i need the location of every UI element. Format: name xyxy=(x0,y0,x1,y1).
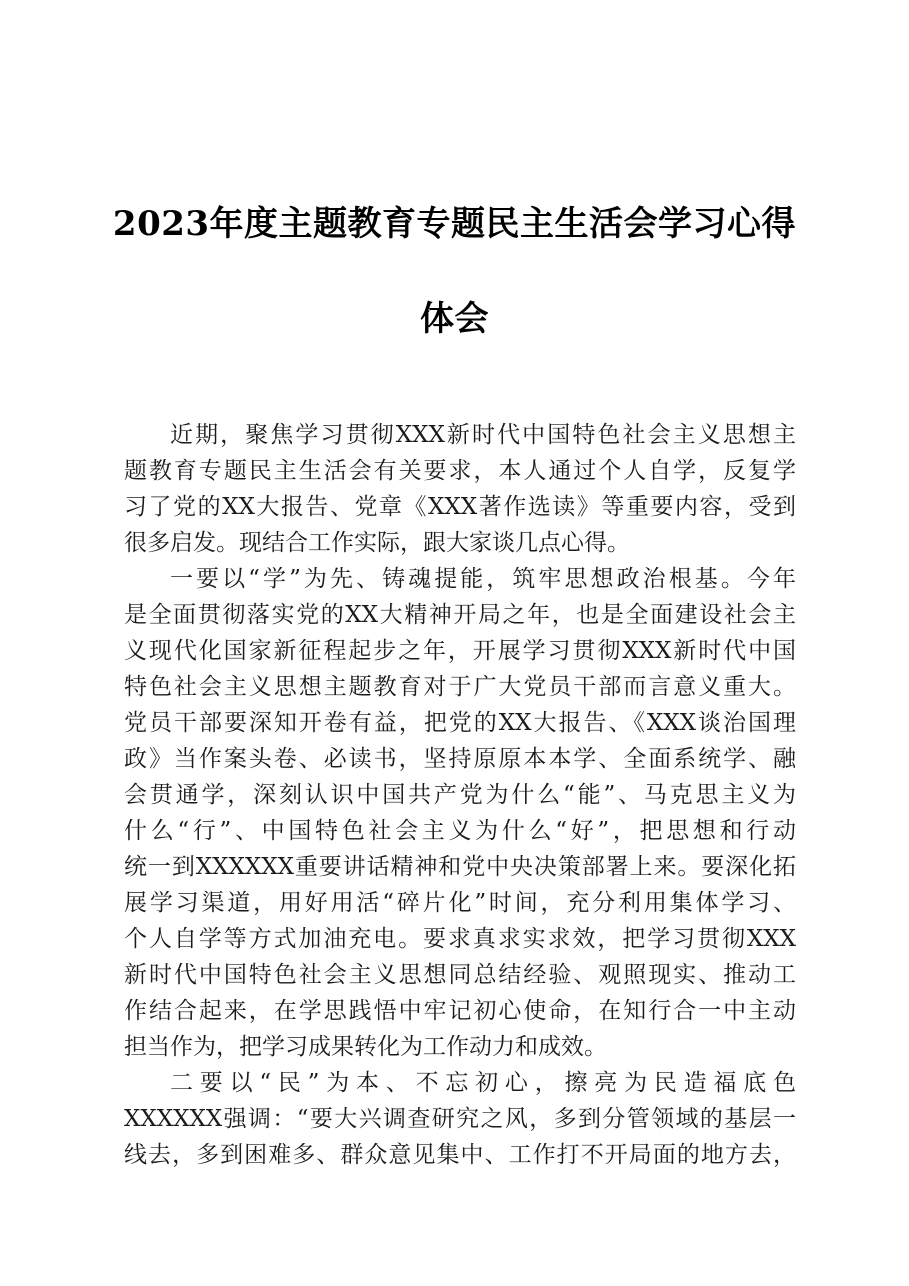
body-text-line: 义现代化国家新征程起步之年，开展学习贯彻XXX新时代中国 xyxy=(124,638,796,664)
body-text-line: 作结合起来，在学思践悟中牢记初心使命，在知行合一中主动 xyxy=(124,998,796,1024)
body-text-line: 特色社会主义思想主题教育对于广大党员干部而言意义重大。 xyxy=(124,674,796,700)
body-text-line: 党员干部要深知开卷有益，把党的XX大报告、《XXX谈治国理 xyxy=(124,710,796,736)
body-text-line: 新时代中国特色社会主义思想同总结经验、观照现实、推动工 xyxy=(124,962,796,988)
body-text-line: 展学习渠道，用好用活“碎片化”时间，充分利用集体学习、 xyxy=(124,890,796,916)
body-text-line: 担当作为，把学习成果转化为工作动力和成效。 xyxy=(124,1034,607,1060)
body-text-line: XXXXXX强调：“要大兴调查研究之风，多到分管领域的基层一 xyxy=(124,1106,796,1132)
body-text-line: 习了党的XX大报告、党章《XXX著作选读》等重要内容，受到 xyxy=(124,494,796,520)
body-text-line: 什么“行”、中国特色社会主义为什么“好”，把思想和行动 xyxy=(124,818,796,844)
body-text-line: 政》当作案头卷、必读书，坚持原原本本学、全面系统学、融 xyxy=(124,746,796,772)
body-text-line: 二要以“民”为本、不忘初心，擦亮为民造福底色 xyxy=(170,1070,796,1096)
body-text-line: 线去，多到困难多、群众意见集中、工作打不开局面的地方去， xyxy=(124,1142,796,1168)
document-body xyxy=(124,417,796,1173)
body-text-line: 个人自学等方式加油充电。要求真求实求效，把学习贯彻XXX xyxy=(124,926,796,952)
body-text-line: 近期，聚焦学习贯彻XXX新时代中国特色社会主义思想主 xyxy=(170,422,796,448)
document-title-line-2: 体会 xyxy=(420,299,489,339)
body-text-line: 统一到XXXXXX重要讲话精神和党中央决策部署上来。要深化拓 xyxy=(124,854,796,880)
body-text-line: 题教育专题民主生活会有关要求，本人通过个人自学，反复学 xyxy=(124,458,796,484)
body-text-line: 会贯通学，深刻认识中国共产党为什么“能”、马克思主义为 xyxy=(124,782,796,808)
body-text-line: 很多启发。现结合工作实际，跟大家谈几点心得。 xyxy=(124,530,630,556)
document-title-line-1: 2023年度主题教育专题民主生活会学习心得 xyxy=(112,204,797,244)
body-text-line: 是全面贯彻落实党的XX大精神开局之年，也是全面建设社会主 xyxy=(124,602,796,628)
body-text-line: 一要以“学”为先、铸魂提能，筑牢思想政治根基。今年 xyxy=(170,566,796,592)
